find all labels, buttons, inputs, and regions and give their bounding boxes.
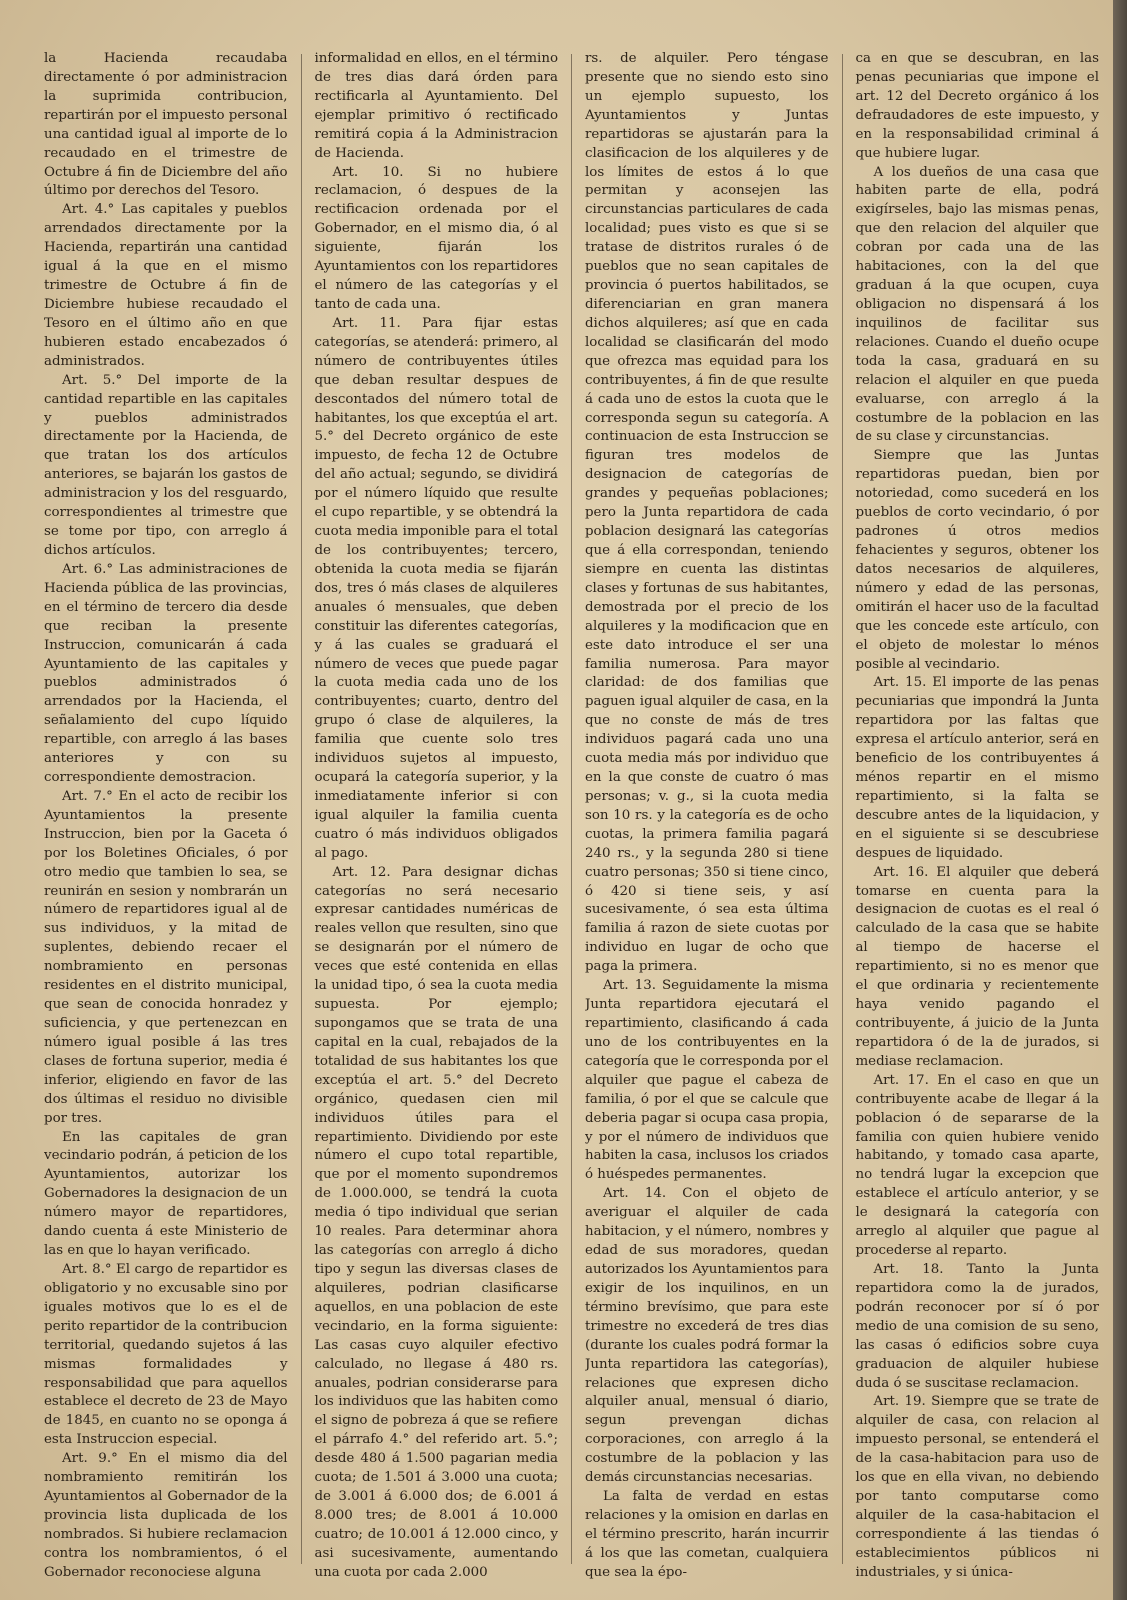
paragraph: Art. 15. El importe de las penas pecuniarias que impondrá la Junta repartidora por las faltas que expresa el artículo anterior, será en beneficio de los contribuyentes á ménos repartir en el mismo repartimiento, si la falta se descubre antes de la liquidacion, y en el siguiente si se descubriese despues de liquidado. [855, 675, 1099, 861]
column-4 [855, 50, 1099, 1595]
paragraph: Art. 9.° En el mismo dia del nombramiento remitirán los Ayuntamientos al Gobernador de la provincia lista duplicada de los nombrados. Si hubiere reclamacion contra los nombramientos, ó el Gobernador reconociese alguna [44, 1451, 288, 1580]
paragraph: La falta de verdad en estas relaciones y la omision en darlas en el término prescrito, harán incurrir á los que las cometan, cualquiera que sea la épo- [584, 1489, 829, 1580]
paragraph: Art. 14. Con el objeto de averiguar el alquiler de cada habitacion, y el número, nombres y edad de sus moradores, quedan autorizados los Ayuntamientos para exigir de los inquilinos, en un término brevísimo, que para este trimestre no excederá de tres dias (durante los cuales podrá formar la Junta repartidora las categorías), relaciones que expresen dicho alquiler anual, mensual ó diario, segun prevengan dichas corporaciones, con arreglo á la costumbre de la poblacion y las demás circunstancias necesarias. [584, 1186, 829, 1486]
paragraph: rs. de alquiler. Pero téngase presente que no siendo esto sino un ejemplo supuesto, los Ayuntamientos y Juntas repartidoras se ajustarán para la clasificacion de los alquileres y de los límites de estos á lo que permitan y aconsejen las circunstancias particulares de cada localidad; pues visto es que si se tratase de distritos rurales ó de pueblos que no sean capitales de provincia ó puertos habilitados, se diferenciarian en gran manera dichos alquileres; así que en cada localidad se clasificarán del modo que ofrezca mas equidad para los contribuyentes, á fin de que resulte á cada uno de estos la cuota que le corresponda segun su categoría. A continuacion de esta Instruccion se figuran tres modelos de designacion de categorías de grandes y pequeñas poblaciones; pero la Junta repartidora de cada poblacion designará las categorías que á ella correspondan, teniendo siempre en cuenta las distintas clases y fortunas de sus habitantes, demostrada por el precio de los alquileres y la modificacion que en este dato introduce el ser una familia numerosa. Para mayor claridad: de dos familias que paguen igual alquiler de casa, en la que no conste de más de tres individuos pagará cada uno una cuota media más por individuo que en la que conste de cuatro ó mas personas; v. g., si la cuota media son 10 rs. y la categoría es de ocho cuotas, la primera familia pagará 240 rs., y la segunda 280 si tiene cuatro personas; 350 si tiene cinco, ó 420 si tiene seis, y así sucesivamente, ó sea esta última familia á razon de siete cuotas por individuo en lugar de ocho que paga la primera. [584, 51, 829, 975]
paragraph: Art. 4.° Las capitales y pueblos arrendados directamente por la Hacienda, repartirán una cantidad igual á la que en el mismo trimestre de Octubre á fin de Diciembre hubiese recaudado el Tesoro en el último año en que hubieren estado encabezados ó administrados. [44, 202, 288, 369]
paragraph: Art. 5.° Del importe de la cantidad repartible en las capitales y pueblos administrados directamente por la Hacienda, de que tratan los dos artículos anteriores, se bajarán los gastos de administracion y los del resguardo, correspondientes al trimestre que se tome por tipo, con arreglo á dichos artículos. [44, 372, 288, 558]
page-edge-shadow [1113, 0, 1127, 1600]
paragraph: En las capitales de gran vecindario podrán, á peticion de los Ayuntamientos, autorizar los Gobernadores la designacion de un número mayor de repartidores, dando cuenta á este Ministerio de las en que lo hayan verificado. [44, 1129, 288, 1259]
paragraph: ca en que se descubran, en las penas pecuniarias que impone el art. 12 del Decreto orgánico á los defraudadores de este impuesto, y en la responsabilidad criminal á que hubiere lugar. [855, 51, 1099, 161]
column-divider [842, 54, 843, 1564]
paragraph: Art. 16. El alquiler que deberá tomarse en cuenta para la designacion de cuotas es el real ó calculado de la casa que se habite al tiempo de hacerse el repartimiento, si no es menor que el que ordinaria y recientemente haya venido pagando el contribuyente, á juicio de la Junta repartidora ó de la de jurados, si mediase reclamacion. [855, 864, 1099, 1069]
column-2 [314, 50, 558, 1595]
paragraph: Art. 10. Si no hubiere reclamacion, ó despues de la rectificacion ordenada por el Gobernador, en el mismo dia, ó al siguiente, fijarán los Ayuntamientos con los repartidores el número de las categorías y el tanto de cada una. [314, 164, 559, 312]
column-3 [585, 50, 829, 1595]
column-divider [301, 54, 302, 1564]
paragraph: Siempre que las Juntas repartidoras puedan, bien por notoriedad, como sucederá en los pueblos de corto vecindario, ó por padrones ú otros medios fehacientes y seguros, obtener los datos necesarios de alquileres, número y edad de las personas, omitirán el hacer uso de la facultad que les concede este artículo, con el objeto de molestar lo ménos posible al vecindario. [855, 448, 1099, 672]
paragraph: Art. 7.° En el acto de recibir los Ayuntamientos la presente Instruccion, bien por la Gaceta ó por los Boletines Oficiales, ó por otro medio que tambien lo sea, se reunirán en sesion y nombrarán un número de repartidores igual al de sus individuos, y la mitad de suplentes, debiendo recaer el nombramiento en personas residentes en el distrito municipal, que sean de conocida honradez y suficiencia, y que pertenezcan en número igual posible á las tres clases de fortuna superior, media é inferior, eligiendo en favor de las dos últimas el residuo no divisible por tres. [44, 788, 288, 1126]
paragraph: informalidad en ellos, en el término de tres dias dará órden para rectificarla al Ayuntamiento. Del ejemplar primitivo ó rectificado remitirá copia á la Administracion de Hacienda. [314, 51, 559, 161]
paragraph: A los dueños de una casa que habiten parte de ella, podrá exigírseles, bajo las mismas penas, que den relacion del alquiler que cobran por cada una de las habitaciones, con la del que graduan á la que ocupen, cuya obligacion no dispensará á los inquilinos de facilitar sus relaciones. Cuando el dueño ocupe toda la casa, graduará en su relacion el alquiler en que pueda evaluarse, con arreglo á la costumbre de la poblacion en las de su clase y circunstancias. [855, 164, 1099, 445]
paragraph: Art. 18. Tanto la Junta repartidora como la de jurados, podrán reconocer por sí ó por medio de una comision de su seno, las casas ó edificios sobre cuya graduacion de alquiler hubiese duda ó se suscitase reclamacion. [855, 1262, 1099, 1391]
paragraph: Art. 6.° Las administraciones de Hacienda pública de las provincias, en el término de tercero dia desde que reciban la presente Instruccion, comunicarán á cada Ayuntamiento de las capitales y pueblos administrados ó arrendados por la Hacienda, el señalamiento del cupo líquido repartible, con arreglo á las bases anteriores y con su correspondiente demostracion. [44, 561, 288, 786]
paragraph: Art. 19. Siempre que se trate de alquiler de casa, con relacion al impuesto personal, se entenderá el de la casa-habitacion para uso de los que en ella vivan, no debiendo por tanto computarse como alquiler de la casa-habitacion el correspondiente á las tiendas ó establecimientos públicos ni industriales, y si única- [855, 1394, 1099, 1580]
paragraph: Art. 8.° El cargo de repartidor es obligatorio y no excusable sino por iguales motivos que lo es el de perito repartidor de la contribucion territorial, quedando sujetos á las mismas formalidades y responsabilidad que para aquellos establece el decreto de 23 de Mayo de 1845, en cuanto no se oponga á esta Instruccion especial. [44, 1262, 288, 1448]
paragraph: Art. 13. Seguidamente la misma Junta repartidora ejecutará el repartimiento, clasificando á cada uno de los contribuyentes en la categoría que le corresponda por el alquiler que pague el cabeza de familia, ó por el que se calcule que deberia pagar si ocupa casa propia, y por el número de individuos que habiten la casa, inclusos los criados ó huéspedes permanentes. [584, 978, 829, 1183]
paragraph: Art. 11. Para fijar estas categorías, se atenderá: primero, al número de contribuyentes útiles que deban resultar despues de descontados del número total de habitantes, los que exceptúa el art. 5.° del Decreto orgánico de este impuesto, de fecha 12 de Octubre del año actual; segundo, se dividirá por el número líquido que resulte el cupo repartible, y se obtendrá la cuota media imponible para el total de los contribuyentes; tercero, obtenida la cuota media se fijarán dos, tres ó más clases de alquileres anuales ó mensuales, que deben constituir las diferentes categorías, y á las cuales se graduará el número de veces que puede pagar la cuota media cada uno de los contribuyentes; cuarto, dentro del grupo ó clase de alquileres, la familia que cuente solo tres individuos sujetos al impuesto, ocupará la categoría superior, y la inmediatamente inferior si con igual alquiler la familia cuenta cuatro ó más individuos obligados al pago. [314, 315, 559, 861]
column-1 [44, 50, 288, 1595]
paragraph: la Hacienda recaudaba directamente ó por administracion la suprimida contribucion, repartirán por el impuesto personal una cantidad igual al importe de lo recaudado en el trimestre de Octubre á fin de Diciembre del año último por derechos del Tesoro. [44, 51, 288, 199]
paragraph: Art. 17. En el caso en que un contribuyente acabe de llegar á la poblacion ó de separarse de la familia con quien hubiere venido habitando, y tomado casa aparte, no tendrá lugar la excepcion que establece el artículo anterior, y se le designará la categoría con arreglo al alquiler que pague al procederse al reparto. [855, 1072, 1099, 1259]
paragraph: Art. 12. Para designar dichas categorías no será necesario expresar cantidades numéricas de reales vellon que resulten, sino que se designarán por el número de veces que esté contenida en ellas la unidad tipo, ó sea la cuota media supuesta. Por ejemplo; supongamos que se trata de una capital en la cual, rebajados de la totalidad de sus habitantes los que exceptúa el art. 5.° del Decreto orgánico, quedasen cien mil individuos útiles para el repartimiento. Dividiendo por este número el cupo total repartible, que por el momento supondremos de 1.000.000, se tendrá la cuota media ó tipo individual que serian 10 reales. Para determinar ahora las categorías con arreglo á dicho tipo y segun las diversas clases de alquileres, podrian clasificarse aquellos, en una poblacion de este vecindario, en la forma siguiente: Las casas cuyo alquiler efectivo calculado, no llegase á 480 rs. anuales, podrian considerarse para los individuos que las habiten como el signo de pobreza á que se refiere el párrafo 4.° del referido art. 5.°; desde 480 á 1.500 pagarian media cuota; de 1.501 á 3.000 una cuota; de 3.001 á 6.000 dos; de 6.001 á 8.000 tres; de 8.001 á 10.000 cuatro; de 10.001 á 12.000 cinco, y asi sucesivamente, aumentando una cuota por cada 2.000 [314, 864, 559, 1580]
column-divider [571, 54, 572, 1564]
text-columns [44, 50, 1099, 1595]
